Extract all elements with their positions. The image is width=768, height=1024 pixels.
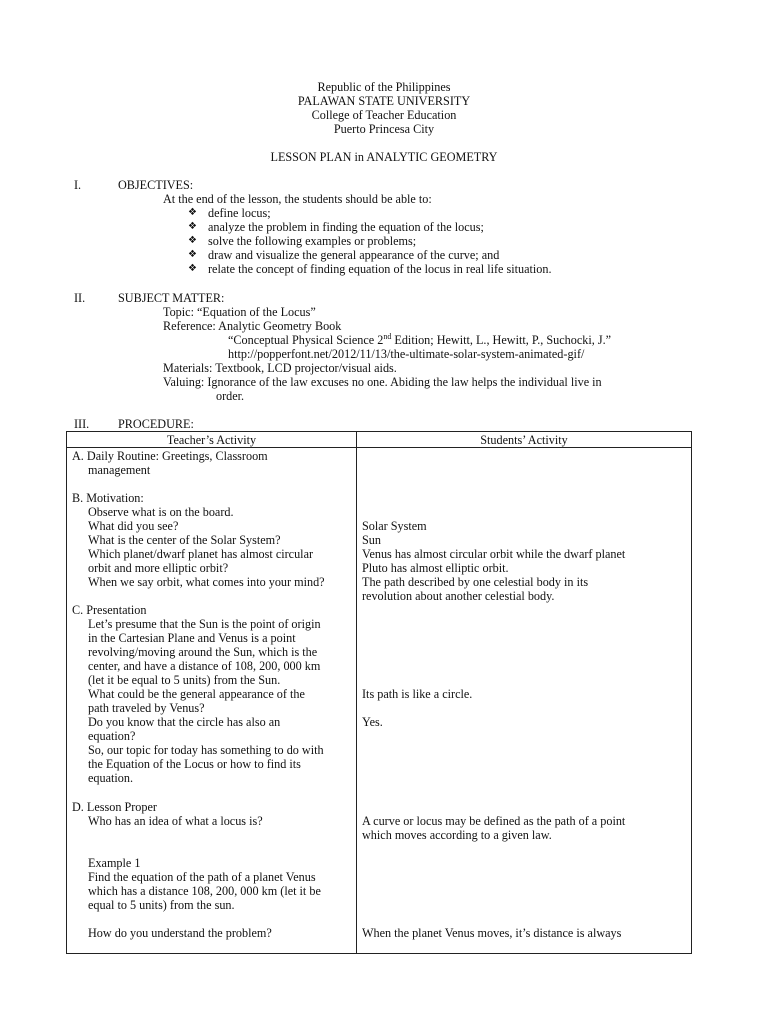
valuing-line-continued: order. [216, 389, 245, 403]
reference-book-line: “Conceptual Physical Science 2nd Edition; Hewitt, L., Hewitt, P., Suchocki, J.” [228, 331, 612, 347]
text-line: When the planet Venus moves, it’s distance is always [362, 926, 622, 940]
subject-matter-heading: SUBJECT MATTER: [118, 291, 225, 305]
diamond-bullet-icon: ❖ [188, 207, 197, 218]
presentation-heading: C. Presentation [72, 603, 147, 617]
text-line: Yes. [362, 715, 383, 729]
text-line: The path described by one celestial body in its [362, 575, 589, 589]
document-header [0, 80, 768, 136]
text-line: which moves according to a given law. [362, 828, 552, 842]
students-activity-cell [357, 448, 692, 954]
text-line: in the Cartesian Plane and Venus is a point [88, 631, 296, 645]
procedure-table [66, 431, 692, 954]
text-line: What could be the general appearance of the [88, 687, 305, 701]
teacher-activity-header: Teacher’s Activity [67, 432, 357, 448]
text-line: A curve or locus may be defined as the path of a point [362, 814, 626, 828]
list-item: ❖ solve the following examples or problems; [188, 234, 417, 248]
text-line: path traveled by Venus? [88, 701, 205, 715]
text-line: the Equation of the Locus or how to find its [88, 757, 301, 771]
text-line: Sun [362, 533, 381, 547]
text-line: Observe what is on the board. [88, 505, 234, 519]
motivation-heading: B. Motivation: [72, 491, 144, 505]
objectives-number: I. [74, 178, 82, 192]
text-line: How do you understand the problem? [88, 926, 272, 940]
daily-routine-line: A. Daily Routine: Greetings, Classroom [72, 449, 268, 463]
diamond-bullet-icon: ❖ [188, 263, 197, 274]
list-item: ❖ analyze the problem in finding the equation of the locus; [188, 220, 484, 234]
header-university: PALAWAN STATE UNIVERSITY [297, 94, 471, 108]
reference-line: Reference: Analytic Geometry Book [163, 319, 342, 333]
list-item: ❖ define locus; [188, 206, 271, 220]
text-line: Find the equation of the path of a planet Venus [88, 870, 316, 884]
header-city: Puerto Princesa City [333, 122, 435, 136]
diamond-bullet-icon: ❖ [188, 235, 197, 246]
teacher-activity-cell [67, 448, 357, 954]
text-line: What did you see? [88, 519, 179, 533]
text-line: Let’s presume that the Sun is the point of origin [88, 617, 321, 631]
text-line: equation? [88, 729, 136, 743]
text-line: Who has an idea of what a locus is? [88, 814, 263, 828]
text-line: revolving/moving around the Sun, which is the [88, 645, 318, 659]
valuing-line: Valuing: Ignorance of the law excuses no one. Abiding the law helps the individual live in [163, 375, 602, 389]
text-line: Its path is like a circle. [362, 687, 473, 701]
example-heading: Example 1 [88, 856, 141, 870]
header-college: College of Teacher Education [311, 108, 457, 122]
procedure-heading: PROCEDURE: [118, 417, 194, 431]
lesson-plan-title: LESSON PLAN in ANALYTIC GEOMETRY [270, 150, 498, 164]
students-activity-header: Students’ Activity [357, 432, 692, 448]
text-line: When we say orbit, what comes into your mind? [88, 575, 325, 589]
text-line: orbit and more elliptic orbit? [88, 561, 229, 575]
lesson-proper-heading: D. Lesson Proper [72, 800, 157, 814]
diamond-bullet-icon: ❖ [188, 221, 197, 232]
list-item: ❖ draw and visualize the general appearance of the curve; and [188, 248, 500, 262]
list-item: ❖ relate the concept of finding equation of the locus in real life situation. [188, 262, 552, 276]
header-republic: Republic of the Philippines [317, 80, 451, 94]
table-header-row [67, 432, 692, 448]
text-line: Solar System [362, 519, 427, 533]
text-line: Venus has almost circular orbit while the dwarf planet [362, 547, 626, 561]
objectives-intro: At the end of the lesson, the students should be able to: [163, 192, 432, 206]
materials-line: Materials: Textbook, LCD projector/visual aids. [163, 361, 397, 375]
table-row [67, 448, 692, 954]
text-line: equation. [88, 771, 134, 785]
text-line: center, and have a distance of 108, 200, 000 km [88, 659, 321, 673]
procedure-number: III. [74, 417, 90, 431]
diamond-bullet-icon: ❖ [188, 249, 197, 260]
topic-line: Topic: “Equation of the Locus” [163, 305, 316, 319]
reference-url-line: http://popperfont.net/2012/11/13/the-ultimate-solar-system-animated-gif/ [228, 347, 585, 361]
text-line: management [88, 463, 151, 477]
text-line: equal to 5 units) from the sun. [88, 898, 235, 912]
text-line: What is the center of the Solar System? [88, 533, 281, 547]
objectives-list [186, 206, 552, 276]
text-line: Do you know that the circle has also an [88, 715, 281, 729]
text-line: Which planet/dwarf planet has almost circular [88, 547, 314, 561]
text-line: So, our topic for today has something to do with [88, 743, 324, 757]
objectives-heading: OBJECTIVES: [118, 178, 194, 192]
text-line: revolution about another celestial body. [362, 589, 555, 603]
subject-matter-number: II. [74, 291, 86, 305]
text-line: which has a distance 108, 200, 000 km (let it be [88, 884, 321, 898]
text-line: (let it be equal to 5 units) from the Sun. [88, 673, 281, 687]
text-line: Pluto has almost elliptic orbit. [362, 561, 509, 575]
